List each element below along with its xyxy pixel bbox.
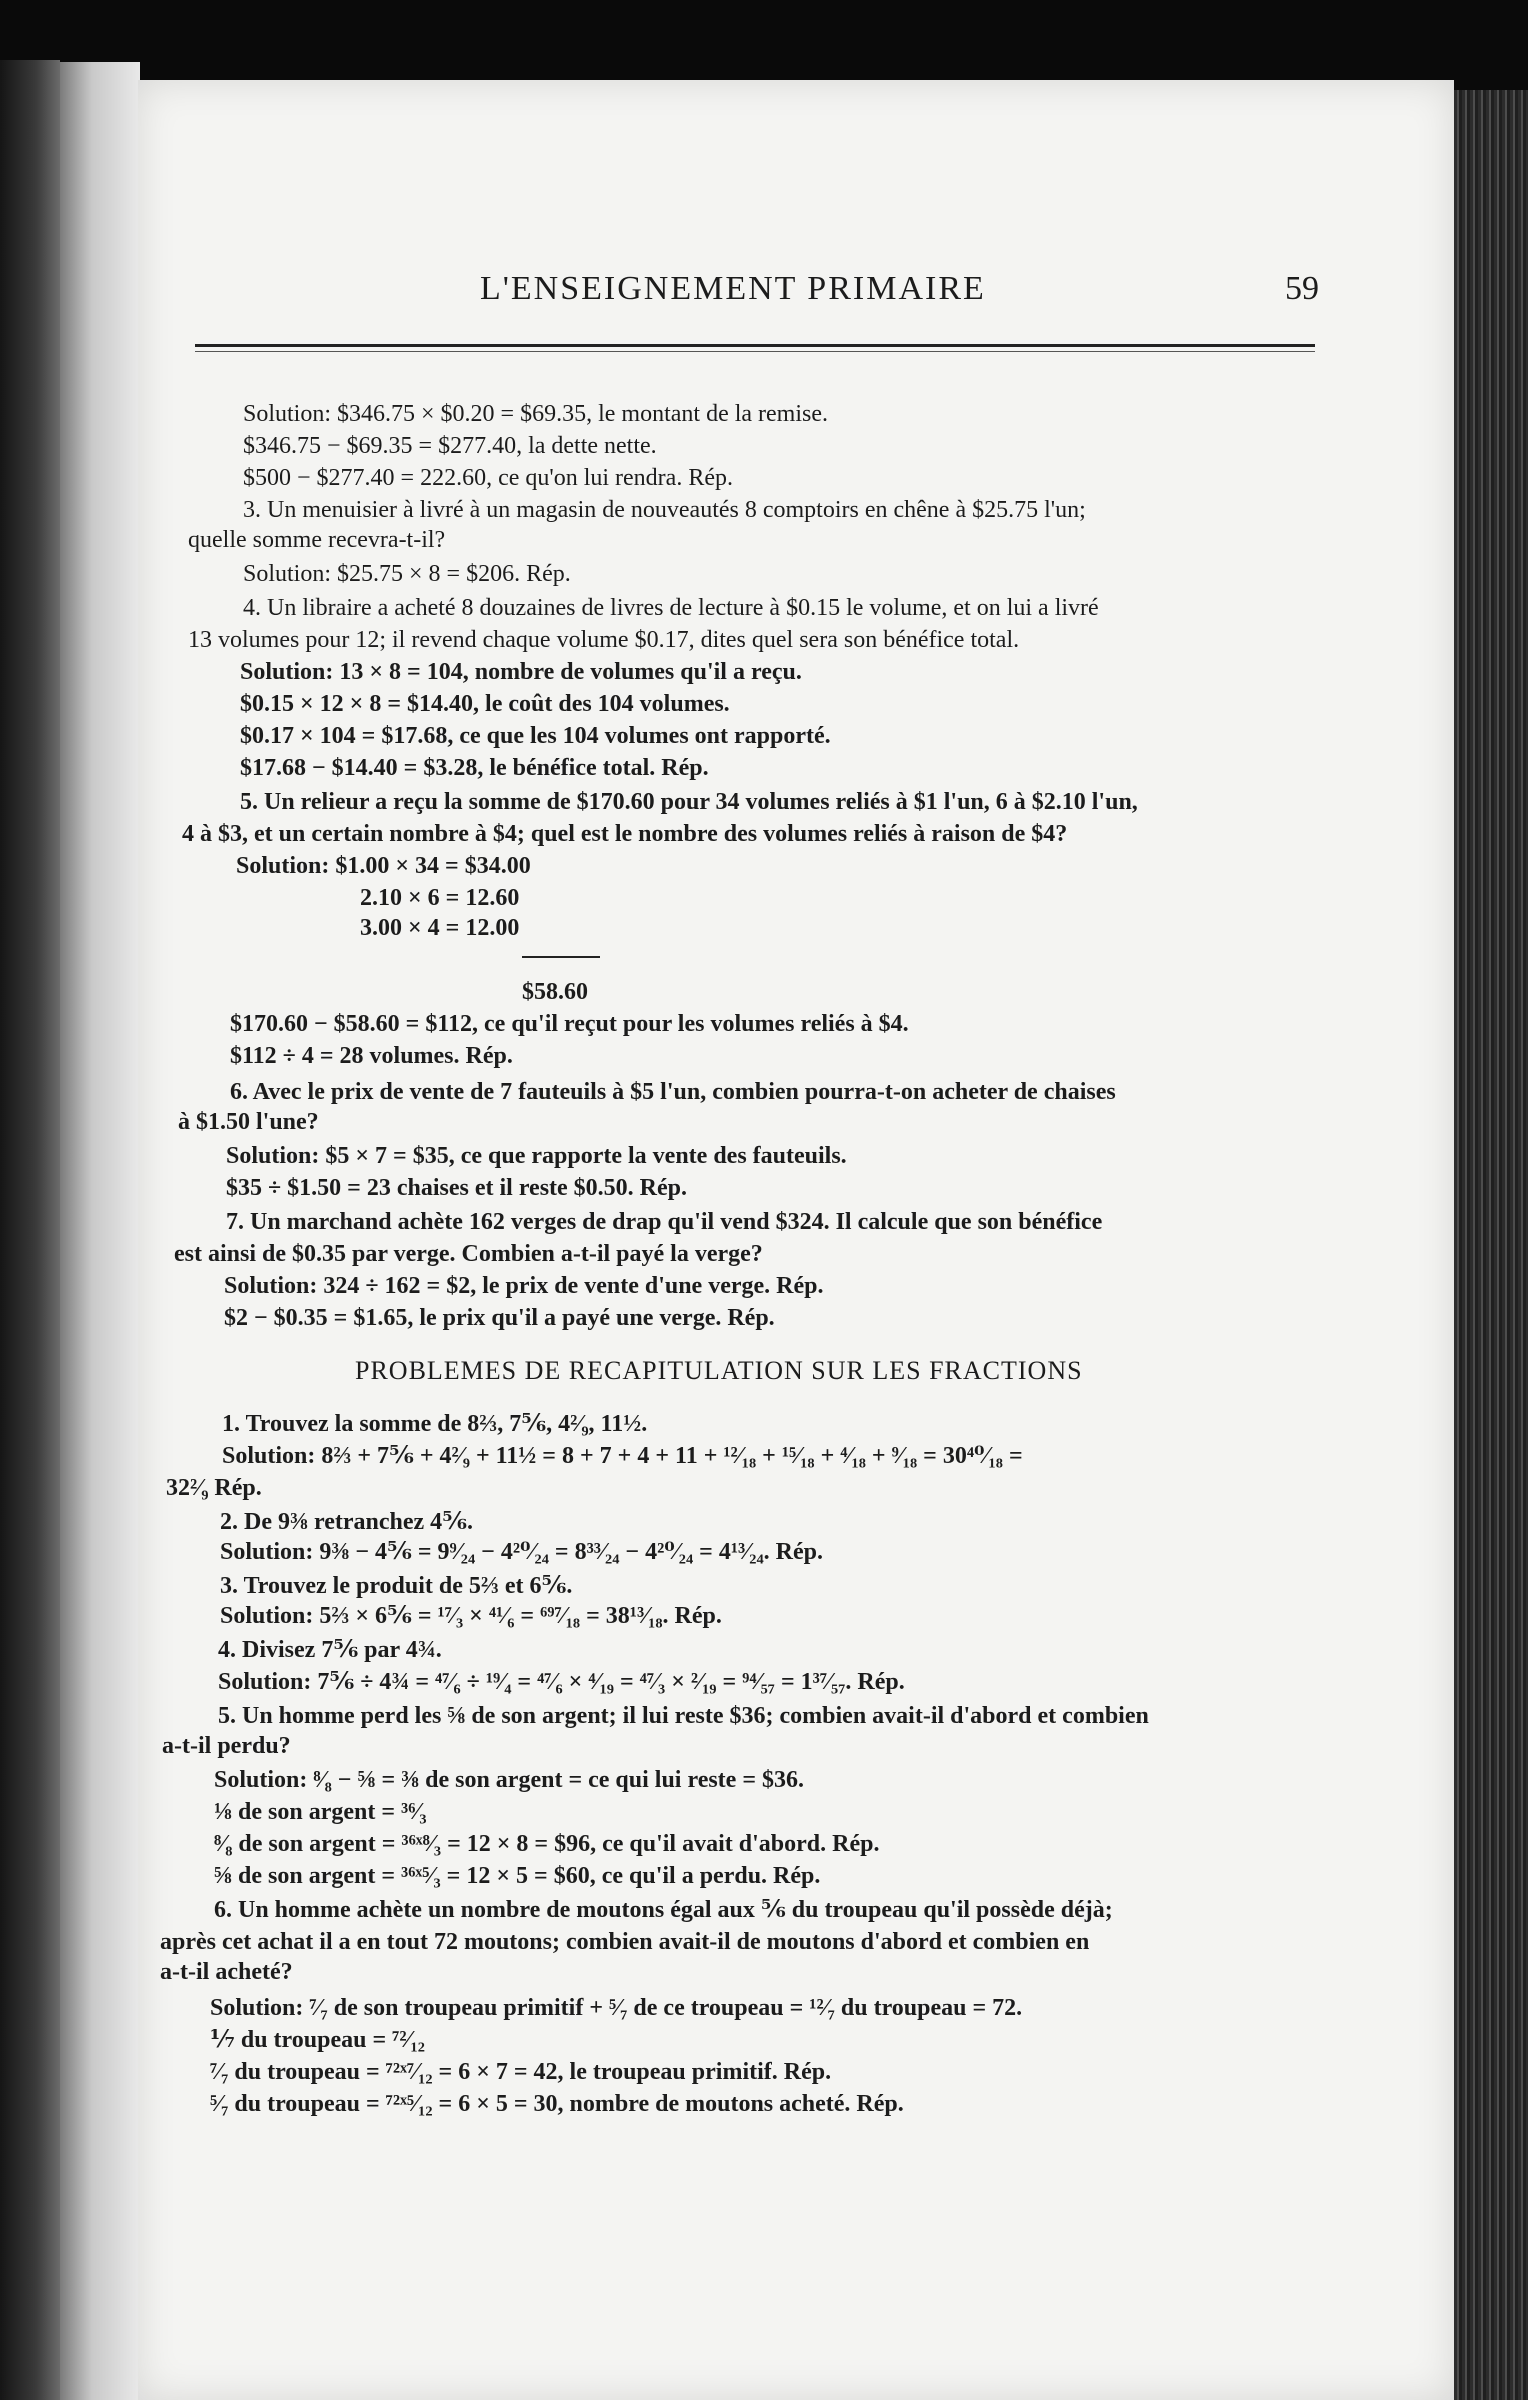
- text-line: Solution: $25.75 × 8 = $206. Rép.: [243, 561, 571, 587]
- sum-rule: [522, 956, 600, 958]
- text-line: ⁷⁄₇ du troupeau = ⁷²ˣ⁷⁄₁₂ = 6 × 7 = 42, le troupeau primitif. Rép.: [210, 2059, 832, 2085]
- text-line: Solution: 324 ÷ 162 = $2, le prix de vente d'une verge. Rép.: [224, 1273, 824, 1299]
- text-line: a-t-il acheté?: [160, 1959, 293, 1985]
- text-line: 5. Un relieur a reçu la somme de $170.60 pour 34 volumes reliés à $1 l'un, 6 à $2.10 l'un,: [240, 789, 1138, 815]
- text-line: 3.00 × 4 = 12.00: [360, 915, 520, 941]
- text-line: Solution: $5 × 7 = $35, ce que rapporte la vente des fauteuils.: [226, 1143, 847, 1169]
- section-heading: PROBLEMES DE RECAPITULATION SUR LES FRACTIONS: [355, 1356, 1083, 1385]
- text-line: Solution: 13 × 8 = 104, nombre de volumes qu'il a reçu.: [240, 659, 802, 685]
- text-line: ⁸⁄₈ de son argent = ³⁶ˣ⁸⁄₃ = 12 × 8 = $96, ce qu'il avait d'abord. Rép.: [214, 1831, 880, 1857]
- text-line: $35 ÷ $1.50 = 23 chaises et il reste $0.50. Rép.: [226, 1175, 688, 1201]
- text-line: $17.68 − $14.40 = $3.28, le bénéfice total. Rép.: [240, 755, 709, 781]
- text-line: Solution: 8⅔ + 7⅚ + 4²⁄₉ + 11½ = 8 + 7 + 4 + 11 + ¹²⁄₁₈ + ¹⁵⁄₁₈ + ⁴⁄₁₈ + ⁹⁄₁₈ = 30⁴⁰⁄₁₈ =: [222, 1443, 1023, 1469]
- text-line: Solution: $346.75 × $0.20 = $69.35, le montant de la remise.: [243, 401, 829, 427]
- text-line: ⁵⁄₇ du troupeau = ⁷²ˣ⁵⁄₁₂ = 6 × 5 = 30, nombre de moutons acheté. Rép.: [210, 2091, 904, 2117]
- text-line: Solution: $1.00 × 34 = $34.00: [236, 853, 531, 879]
- page-header: [340, 270, 1319, 310]
- text-line: 2.10 × 6 = 12.60: [360, 885, 520, 911]
- book-edge-right: [1446, 90, 1528, 2400]
- text-line: ⅝ de son argent = ³⁶ˣ⁵⁄₃ = 12 × 5 = $60, ce qu'il a perdu. Rép.: [214, 1863, 821, 1889]
- text-line: 6. Un homme achète un nombre de moutons égal aux ⅚ du troupeau qu'il possède déjà;: [214, 1897, 1113, 1923]
- text-line: 2. De 9⅜ retranchez 4⅚.: [220, 1509, 473, 1535]
- text-line: ⅛ de son argent = ³⁶⁄₃: [214, 1799, 427, 1825]
- text-line: 13 volumes pour 12; il revend chaque volume $0.17, dites quel sera son bénéfice total.: [188, 627, 1020, 653]
- text-line: $0.15 × 12 × 8 = $14.40, le coût des 104 volumes.: [240, 691, 730, 717]
- text-line: Solution: ⁷⁄₇ de son troupeau primitif + ⁵⁄₇ de ce troupeau = ¹²⁄₇ du troupeau = 72.: [210, 1995, 1023, 2021]
- text-line: Solution: ⁸⁄₈ − ⅝ = ⅜ de son argent = ce qui lui reste = $36.: [214, 1767, 805, 1793]
- text-line: Solution: 9⅜ − 4⅚ = 9⁹⁄₂₄ − 4²⁰⁄₂₄ = 8³³⁄₂₄ − 4²⁰⁄₂₄ = 4¹³⁄₂₄. Rép.: [220, 1539, 823, 1565]
- text-line: 4 à $3, et un certain nombre à $4; quel est le nombre des volumes reliés à raison de $4?: [182, 821, 1068, 847]
- text-line: $500 − $277.40 = 222.60, ce qu'on lui rendra. Rép.: [243, 465, 733, 491]
- text-line: 4. Un libraire a acheté 8 douzaines de livres de lecture à $0.15 le volume, et on lui a livré: [243, 595, 1099, 621]
- text-line: 7. Un marchand achète 162 verges de drap qu'il vend $324. Il calcule que son bénéfice: [226, 1209, 1103, 1235]
- text-line: après cet achat il a en tout 72 moutons; combien avait-il de moutons d'abord et combien en: [160, 1929, 1090, 1955]
- text-line: $170.60 − $58.60 = $112, ce qu'il reçut pour les volumes reliés à $4.: [230, 1011, 909, 1037]
- text-line: a-t-il perdu?: [162, 1733, 291, 1759]
- text-line: 3. Trouvez le produit de 5⅔ et 6⅚.: [220, 1573, 573, 1599]
- text-line: 32²⁄₉ Rép.: [166, 1475, 262, 1501]
- text-line: 4. Divisez 7⅚ par 4¾.: [218, 1637, 442, 1663]
- header-rule-thin: [195, 351, 1315, 352]
- header-rule: [195, 344, 1315, 347]
- text-line: 1. Trouvez la somme de 8⅔, 7⅚, 4²⁄₉, 11½.: [222, 1411, 648, 1437]
- book-edge-left: [0, 60, 60, 2400]
- text-line: $0.17 × 104 = $17.68, ce que les 104 volumes ont rapporté.: [240, 723, 831, 749]
- facing-page-edge: [60, 62, 140, 2400]
- text-line: $2 − $0.35 = $1.65, le prix qu'il a payé une verge. Rép.: [224, 1305, 775, 1331]
- text-line: 5. Un homme perd les ⅝ de son argent; il lui reste $36; combien avait-il d'abord et combien: [218, 1703, 1149, 1729]
- text-line: Solution: 5⅔ × 6⅚ = ¹⁷⁄₃ × ⁴¹⁄₆ = ⁶⁹⁷⁄₁₈ = 38¹³⁄₁₈. Rép.: [220, 1603, 722, 1629]
- text-line: quelle somme recevra-t-il?: [188, 527, 446, 553]
- text-line: $58.60: [522, 979, 588, 1005]
- text-line: Solution: 7⅚ ÷ 4¾ = ⁴⁷⁄₆ ÷ ¹⁹⁄₄ = ⁴⁷⁄₆ × ⁴⁄₁₉ = ⁴⁷⁄₃ × ²⁄₁₉ = ⁹⁴⁄₅₇ = 1³⁷⁄₅₇. Rép.: [218, 1669, 905, 1695]
- running-title: L'ENSEIGNEMENT PRIMAIRE: [480, 270, 986, 307]
- text-line: $112 ÷ 4 = 28 volumes. Rép.: [230, 1043, 513, 1069]
- page-number: 59: [1285, 270, 1319, 307]
- text-line: 6. Avec le prix de vente de 7 fauteuils à $5 l'un, combien pourra-t-on acheter de chaises: [230, 1079, 1116, 1105]
- text-line: à $1.50 l'une?: [178, 1109, 319, 1135]
- text-line: ⅐ du troupeau = ⁷²⁄₁₂: [210, 2027, 425, 2053]
- text-line: $346.75 − $69.35 = $277.40, la dette nette.: [243, 433, 657, 459]
- text-line: est ainsi de $0.35 par verge. Combien a-t-il payé la verge?: [174, 1241, 763, 1267]
- text-line: 3. Un menuisier à livré à un magasin de nouveautés 8 comptoirs en chêne à $25.75 l'un;: [243, 497, 1086, 523]
